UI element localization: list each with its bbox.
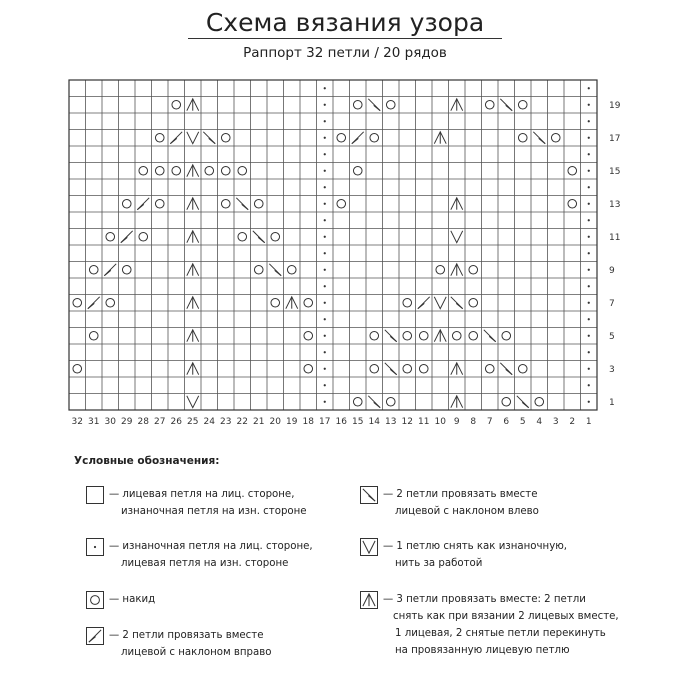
k2tog-left-icon xyxy=(269,264,281,276)
column-label: 4 xyxy=(536,417,543,427)
column-label: 8 xyxy=(470,417,477,427)
legend-item-k2tog-left xyxy=(360,486,539,520)
column-label: 31 xyxy=(88,417,100,427)
purl-dot-icon xyxy=(588,401,590,403)
k2tog-right-icon xyxy=(121,231,133,243)
k2tog-right-icon xyxy=(88,297,100,309)
purl-dot-icon xyxy=(324,203,326,205)
legend-line: изнаночная петля на изн. стороне xyxy=(121,506,307,517)
yarn-over-icon xyxy=(89,265,98,274)
k2tog-right-icon xyxy=(170,132,182,144)
legend-box xyxy=(87,487,104,504)
purl-dot-icon xyxy=(324,401,326,403)
purl-dot-icon xyxy=(588,120,590,122)
column-label: 18 xyxy=(302,417,314,427)
legend-line: 1 лицевая, 2 снятые петли перекинуть xyxy=(395,628,606,639)
column-label: 2 xyxy=(569,417,576,427)
yarn-over-icon xyxy=(502,397,511,406)
column-label: 25 xyxy=(187,417,199,427)
row-label: 17 xyxy=(609,133,621,144)
column-label: 21 xyxy=(253,417,265,427)
column-label: 6 xyxy=(503,417,510,427)
column-label: 9 xyxy=(453,417,460,427)
k2tog-left-icon xyxy=(517,396,529,408)
purl-dot-icon xyxy=(588,351,590,353)
yarn-over-icon xyxy=(122,265,131,274)
legend-text xyxy=(383,538,567,572)
legend-line: — лицевая петля на лиц. стороне, xyxy=(109,489,295,500)
k2tog-right-icon xyxy=(89,630,101,642)
legend-item-k2tog-right xyxy=(86,627,272,661)
k2tog-right-icon xyxy=(86,627,104,645)
yarn-over-icon xyxy=(139,166,148,175)
purl-dot-icon xyxy=(324,302,326,304)
k2tog-left-icon xyxy=(363,489,375,501)
purl-dot-icon xyxy=(588,104,590,106)
legend-line: — накид xyxy=(109,594,156,605)
row-label: 15 xyxy=(609,166,621,177)
legend-line: лицевой с наклоном вправо xyxy=(121,647,272,658)
chart-subtitle: Раппорт 32 петли / 20 рядов xyxy=(243,45,447,61)
k3tog-icon xyxy=(451,363,463,375)
yarn-over-icon xyxy=(370,331,379,340)
purl-dot-icon xyxy=(588,203,590,205)
yarn-over-icon xyxy=(502,331,511,340)
k2tog-left-icon xyxy=(451,297,463,309)
legend-text xyxy=(109,486,307,520)
legend-line: лицевой с наклоном влево xyxy=(395,506,539,517)
column-label: 3 xyxy=(552,417,559,427)
legend-line: — 2 петли провязать вместе xyxy=(109,630,264,641)
k3tog-icon xyxy=(187,231,199,243)
purl-dot-icon xyxy=(324,153,326,155)
k2tog-left-icon xyxy=(385,363,397,375)
yarn-over-icon xyxy=(469,331,478,340)
legend-text xyxy=(109,538,313,572)
yarn-over-icon xyxy=(155,199,164,208)
column-label: 24 xyxy=(203,417,215,427)
column-label: 7 xyxy=(486,417,493,427)
yarn-over-icon xyxy=(89,331,98,340)
yarn-over-icon xyxy=(419,331,428,340)
yarn-over-icon xyxy=(518,133,527,142)
k2tog-left-icon xyxy=(533,132,545,144)
legend-item-k3tog xyxy=(360,591,619,659)
yarn-over-icon xyxy=(370,364,379,373)
column-label: 28 xyxy=(137,417,149,427)
legend-text xyxy=(383,486,539,520)
yarn-over-icon xyxy=(155,166,164,175)
yarn-over-icon xyxy=(106,298,115,307)
legend-line: нить за работой xyxy=(395,558,483,569)
k2tog-left-icon xyxy=(385,330,397,342)
yarn-over-icon xyxy=(403,331,412,340)
yarn-over-icon xyxy=(436,265,445,274)
legend-box xyxy=(87,592,104,609)
legend-line: — 2 петли провязать вместе xyxy=(383,489,538,500)
k3tog-icon xyxy=(187,165,199,177)
legend-text xyxy=(383,591,619,659)
row-label: 9 xyxy=(609,265,615,276)
k2tog-left-icon xyxy=(500,99,512,111)
column-label: 5 xyxy=(519,417,526,427)
k3tog-icon xyxy=(360,591,378,609)
slip-stitch-icon xyxy=(360,538,378,556)
yarn-over-icon xyxy=(221,133,230,142)
purl-dot-icon xyxy=(588,170,590,172)
purl-dot-icon xyxy=(324,269,326,271)
knit-stitch-icon xyxy=(86,486,104,504)
legend-text xyxy=(109,591,155,608)
yarn-over-icon xyxy=(91,596,100,605)
yarn-over-icon xyxy=(254,199,263,208)
purl-dot-icon xyxy=(324,252,326,254)
yarn-over-icon xyxy=(386,100,395,109)
yarn-over-icon xyxy=(353,100,362,109)
yarn-over-icon xyxy=(337,199,346,208)
k3tog-icon xyxy=(187,198,199,210)
legend-item-yo xyxy=(86,591,155,609)
yarn-over-icon xyxy=(419,364,428,373)
column-label: 1 xyxy=(585,417,592,427)
k2tog-right-icon xyxy=(137,198,149,210)
yarn-over-icon xyxy=(452,331,461,340)
column-label: 17 xyxy=(319,417,331,427)
row-label: 5 xyxy=(609,331,615,342)
purl-dot-icon xyxy=(588,186,590,188)
yarn-over-icon xyxy=(551,133,560,142)
k3tog-icon xyxy=(187,330,199,342)
k3tog-icon xyxy=(451,99,463,111)
yarn-over-icon xyxy=(238,232,247,241)
purl-dot-icon xyxy=(324,384,326,386)
k2tog-left-icon xyxy=(360,486,378,504)
purl-dot-icon xyxy=(324,318,326,320)
legend-line: снять как при вязании 2 лицевых вместе, xyxy=(393,611,619,622)
yarn-over-icon xyxy=(172,100,181,109)
column-label: 16 xyxy=(335,417,347,427)
k3tog-icon xyxy=(451,396,463,408)
purl-dot-icon xyxy=(324,368,326,370)
yarn-over-icon xyxy=(271,298,280,307)
k2tog-right-icon xyxy=(418,297,430,309)
purl-dot-icon xyxy=(588,269,590,271)
k3tog-icon xyxy=(451,264,463,276)
purl-dot-icon xyxy=(588,236,590,238)
column-label: 11 xyxy=(418,417,430,427)
yarn-over-icon xyxy=(271,232,280,241)
row-label: 19 xyxy=(609,100,621,111)
purl-dot-icon xyxy=(588,368,590,370)
yarn-over-icon xyxy=(304,298,313,307)
yarn-over-icon xyxy=(304,364,313,373)
slip-stitch-icon xyxy=(451,231,463,243)
purl-dot-icon xyxy=(588,285,590,287)
k2tog-left-icon xyxy=(484,330,496,342)
legend-item-sl1 xyxy=(360,538,567,572)
purl-dot-icon xyxy=(324,120,326,122)
yarn-over-icon xyxy=(403,364,412,373)
column-label: 27 xyxy=(154,417,166,427)
column-label: 32 xyxy=(71,417,83,427)
yarn-over-icon xyxy=(106,232,115,241)
row-label: 7 xyxy=(609,298,615,309)
k3tog-icon xyxy=(187,99,199,111)
purl-dot-icon xyxy=(324,219,326,221)
column-label: 22 xyxy=(236,417,248,427)
purl-dot-icon xyxy=(324,104,326,106)
yarn-over-icon xyxy=(469,298,478,307)
column-label: 26 xyxy=(170,417,182,427)
yarn-over-icon xyxy=(568,166,577,175)
yarn-over-icon xyxy=(337,133,346,142)
purl-dot-icon xyxy=(588,302,590,304)
yarn-over-icon xyxy=(238,166,247,175)
purl-dot-icon xyxy=(588,318,590,320)
legend-item-purl xyxy=(86,538,313,572)
k2tog-left-icon xyxy=(236,198,248,210)
k2tog-left-icon xyxy=(203,132,215,144)
purl-stitch-icon xyxy=(86,538,104,556)
legend-line: — 1 петлю снять как изнаночную, xyxy=(383,541,568,552)
yarn-over-icon xyxy=(73,364,82,373)
yarn-over-icon xyxy=(386,397,395,406)
k2tog-right-icon xyxy=(104,264,116,276)
legend-item-knit xyxy=(86,486,307,520)
yarn-over-icon xyxy=(172,166,181,175)
yarn-over-icon xyxy=(304,331,313,340)
k2tog-left-icon xyxy=(368,99,380,111)
column-label: 15 xyxy=(352,417,364,427)
slip-stitch-icon xyxy=(363,541,375,553)
yarn-over-icon xyxy=(535,397,544,406)
yarn-over-icon xyxy=(518,364,527,373)
purl-dot-icon xyxy=(588,219,590,221)
legend-text xyxy=(109,627,272,661)
column-label: 23 xyxy=(220,417,232,427)
chart-title: Схема вязания узора xyxy=(205,8,485,37)
purl-dot-icon xyxy=(324,137,326,139)
k2tog-left-icon xyxy=(500,363,512,375)
k3tog-icon xyxy=(434,330,446,342)
k3tog-icon xyxy=(286,297,298,309)
yarn-over-icon xyxy=(403,298,412,307)
slip-stitch-icon xyxy=(187,132,199,144)
purl-dot-icon xyxy=(588,335,590,337)
purl-dot-icon xyxy=(324,351,326,353)
purl-dot-icon xyxy=(94,546,96,548)
slip-stitch-icon xyxy=(187,396,199,408)
k2tog-left-icon xyxy=(253,231,265,243)
column-label: 29 xyxy=(121,417,133,427)
k3tog-icon xyxy=(187,264,199,276)
slip-stitch-icon xyxy=(434,297,446,309)
column-label: 30 xyxy=(104,417,116,427)
yarn-over-icon xyxy=(353,397,362,406)
column-label: 20 xyxy=(269,417,281,427)
purl-dot-icon xyxy=(324,236,326,238)
column-label: 10 xyxy=(434,417,446,427)
column-label: 12 xyxy=(401,417,413,427)
yarn-over-icon xyxy=(221,199,230,208)
column-label: 13 xyxy=(385,417,397,427)
yarn-over-icon xyxy=(73,298,82,307)
legend-line: на провязанную лицевую петлю xyxy=(395,645,570,656)
purl-dot-icon xyxy=(324,170,326,172)
k3tog-icon xyxy=(434,132,446,144)
k3tog-icon xyxy=(451,198,463,210)
legend-line: — изнаночная петля на лиц. стороне, xyxy=(109,541,313,552)
yarn-over-icon xyxy=(155,133,164,142)
yarn-over-icon xyxy=(485,100,494,109)
purl-dot-icon xyxy=(324,87,326,89)
yarn-over-icon xyxy=(518,100,527,109)
k3tog-icon xyxy=(187,297,199,309)
purl-dot-icon xyxy=(588,137,590,139)
yarn-over-icon xyxy=(139,232,148,241)
yarn-over-icon xyxy=(469,265,478,274)
column-label: 14 xyxy=(368,417,380,427)
purl-dot-icon xyxy=(324,186,326,188)
yarn-over-icon xyxy=(485,364,494,373)
purl-dot-icon xyxy=(588,384,590,386)
row-label: 11 xyxy=(609,232,621,243)
yarn-over-icon xyxy=(254,265,263,274)
purl-dot-icon xyxy=(588,252,590,254)
legend-line: — 3 петли провязать вместе: 2 петли xyxy=(383,594,586,605)
yarn-over-icon xyxy=(122,199,131,208)
k2tog-right-icon xyxy=(352,132,364,144)
purl-dot-icon xyxy=(588,153,590,155)
column-label: 19 xyxy=(286,417,298,427)
purl-dot-icon xyxy=(588,87,590,89)
purl-dot-icon xyxy=(324,335,326,337)
yarn-over-icon xyxy=(205,166,214,175)
row-label: 3 xyxy=(609,364,615,375)
row-label: 13 xyxy=(609,199,621,210)
legend-line: лицевая петля на изн. стороне xyxy=(121,558,289,569)
row-label: 1 xyxy=(609,397,615,408)
yarn-over-icon xyxy=(353,166,362,175)
yarn-over-icon xyxy=(370,133,379,142)
k2tog-left-icon xyxy=(368,396,380,408)
k3tog-icon xyxy=(363,594,375,606)
yarn-over-icon xyxy=(568,199,577,208)
yarn-over-icon xyxy=(86,591,104,609)
k3tog-icon xyxy=(187,363,199,375)
legend-title: Условные обозначения: xyxy=(74,455,220,467)
yarn-over-icon xyxy=(287,265,296,274)
purl-dot-icon xyxy=(324,285,326,287)
yarn-over-icon xyxy=(221,166,230,175)
